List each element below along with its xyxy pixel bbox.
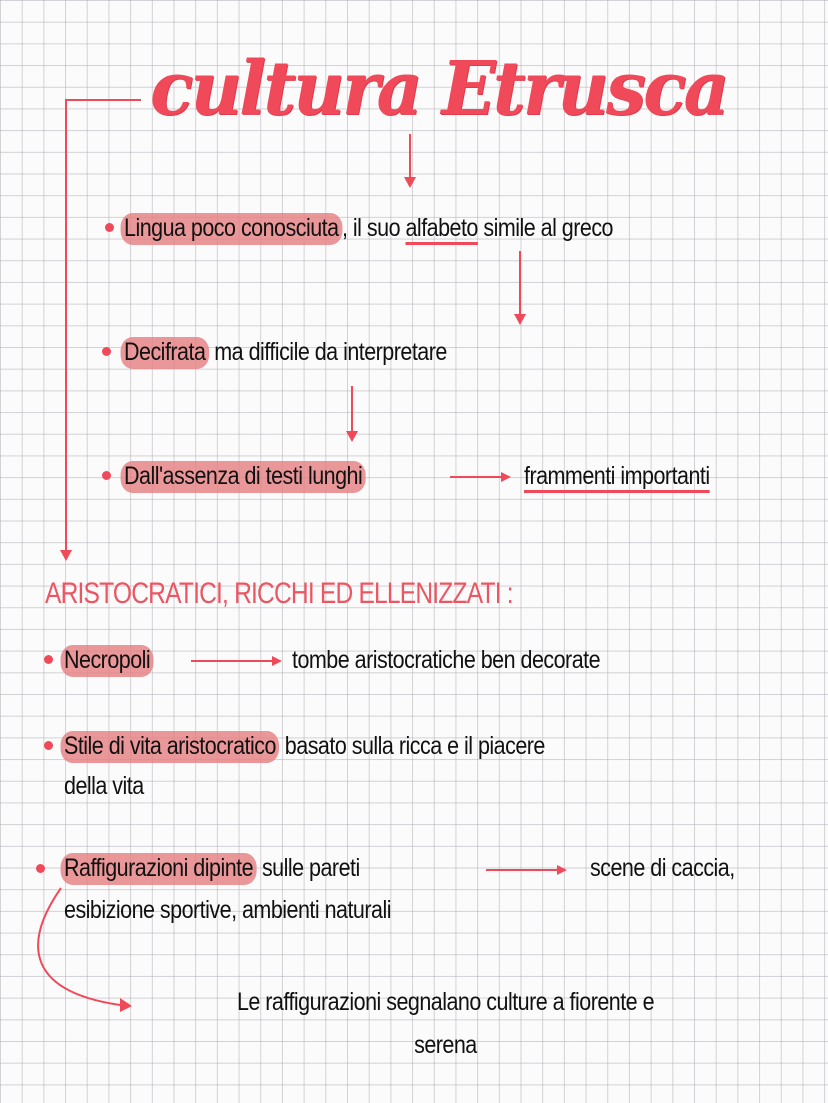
tombe-text: tombe aristocratiche ben decorate (292, 646, 601, 674)
frammenti-importanti: frammenti importanti (524, 462, 710, 490)
scene-di-caccia: scene di caccia, (590, 854, 735, 882)
page-title: cultura Etrusca (150, 46, 727, 132)
alfabeto-down-connector (519, 251, 521, 315)
highlight-assenza: Dall'assenza di testi lunghi (121, 461, 366, 493)
raffigurazioni-continuation: esibizione sportive, ambienti naturali (64, 896, 391, 924)
raffigurazioni-right-connector (486, 869, 558, 871)
left-connector-horizontal (65, 99, 141, 101)
highlight-raffigurazioni: Raffigurazioni dipinte (61, 853, 257, 885)
title-down-connector (409, 134, 411, 178)
highlight-lingua: Lingua poco conosciuta (121, 213, 342, 245)
section-header: ARISTOCRATICI, RICCHI ED ELLENIZZATI : (45, 577, 513, 610)
arrow-right-icon (501, 472, 511, 482)
list-item-lingua: Lingua poco conosciuta , il suo alfabeto simile al greco (124, 212, 613, 244)
highlight-stile: Stile di vita aristocratico (61, 731, 280, 763)
bullet-dot-icon (44, 655, 53, 664)
underlined-alfabeto: alfabeto (405, 214, 478, 242)
arrow-down-icon (514, 314, 526, 325)
list-item-raffigurazioni: Raffigurazioni dipinte sulle pareti (64, 852, 360, 884)
bullet-dot-icon (102, 347, 111, 356)
bullet-dot-icon (102, 471, 111, 480)
bullet-dot-icon (44, 741, 53, 750)
stile-continuation: della vita (64, 772, 144, 800)
bullet-dot-icon (36, 864, 45, 873)
arrow-down-icon (346, 431, 358, 442)
necropoli-right-connector (191, 660, 273, 662)
list-item-stile: Stile di vita aristocratico basato sulla ricca e il piacere (64, 730, 545, 762)
bullet-dot-icon (105, 223, 114, 232)
assenza-right-connector (450, 476, 502, 478)
arrow-down-icon (60, 550, 72, 561)
list-item-necropoli (64, 644, 154, 676)
highlight-necropoli: Necropoli (61, 645, 154, 677)
list-item-assenza (124, 460, 366, 492)
arrow-right-icon (557, 865, 567, 875)
arrow-down-icon (404, 177, 416, 188)
decifrata-down-connector (351, 386, 353, 432)
arrow-right-icon (272, 656, 282, 666)
highlight-decifrata: Decifrata (121, 337, 209, 369)
list-item-decifrata: Decifrata ma difficile da interpretare (124, 336, 447, 368)
left-connector-vertical (65, 99, 67, 551)
conclusion-line-1: Le raffigurazioni segnalano culture a fiorente e (236, 988, 654, 1016)
conclusion-line-2: serena (413, 1031, 477, 1059)
